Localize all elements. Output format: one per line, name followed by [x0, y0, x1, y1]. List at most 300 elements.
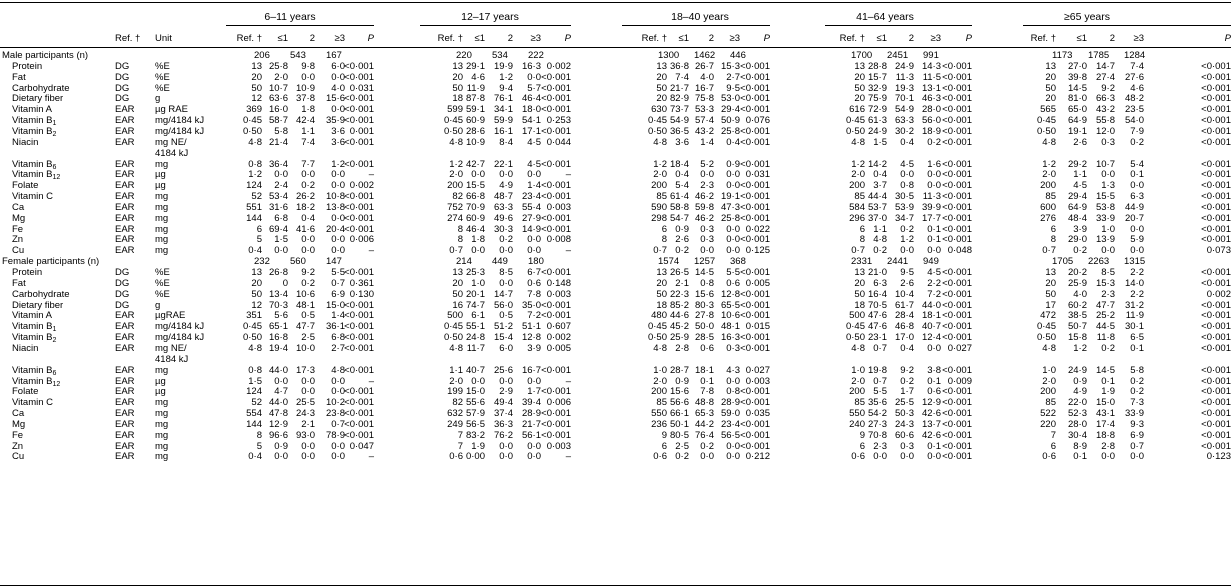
table-cell: 6 [1050, 440, 1056, 452]
table-cell: 24·3 [295, 408, 315, 420]
nutrient-label: Niacin [12, 342, 39, 354]
table-cell: 1·9 [1101, 386, 1115, 398]
table-cell: 63·3 [894, 115, 914, 127]
table-cell: 11·8 [1096, 332, 1115, 344]
column-header: Ref. † [839, 33, 865, 44]
table-cell: 70·3 [268, 299, 288, 311]
table-cell: 0·3 [700, 223, 714, 235]
table-cell: 4·5 [527, 158, 541, 170]
unit-label: mg [155, 429, 169, 441]
table-cell: <0·001 [344, 212, 374, 224]
table-cell: 50·7 [1067, 321, 1087, 333]
table-cell: 4·8 [873, 234, 887, 246]
table-cell: <0·001 [344, 267, 374, 278]
table-cell: <0·001 [344, 158, 374, 170]
table-cell: 26·8 [268, 267, 288, 278]
table-cell: 20 [1045, 71, 1056, 83]
table-cell: 0·9 [274, 440, 288, 452]
table-cell: 0·253 [546, 115, 571, 127]
table-cell: 12·9 [921, 397, 941, 409]
table-cell: 25·8 [720, 125, 740, 137]
table-cell: 6 [1050, 223, 1056, 235]
table-cell: – [565, 169, 571, 181]
table-cell: 1·9 [471, 440, 485, 452]
table-cell: 21·7 [669, 82, 689, 94]
table-cell: 0·1 [1073, 451, 1087, 463]
table-cell: 15·6 [669, 386, 689, 398]
table-cell: 5·4 [675, 180, 689, 192]
table-cell: 0·0 [331, 375, 345, 387]
table-cell: 0·7 [653, 245, 667, 257]
table-cell: 1·5 [873, 136, 887, 148]
table-cell: 0·0 [471, 169, 485, 181]
table-cell: <0·001 [740, 60, 770, 72]
nutrient-label: Folate [12, 180, 39, 192]
table-cell: 50 [854, 288, 865, 300]
table-cell: <0·001 [541, 418, 571, 430]
nutrient-subscript: 1 [52, 120, 57, 128]
table-cell: 12·8 [720, 288, 740, 300]
table-cell: 522 [1040, 408, 1056, 420]
table-cell: 16·3 [720, 332, 740, 344]
table-cell: 1·2 [331, 158, 345, 170]
table-cell: 7 [1050, 429, 1056, 441]
table-cell: 13 [452, 267, 463, 278]
table-cell: 0·0 [527, 169, 541, 181]
sample-size: 1700 [851, 50, 873, 61]
table-cell: 48·7 [493, 191, 513, 203]
age-group-header: 12–17 years [461, 11, 519, 23]
table-cell: 13·4 [268, 288, 288, 300]
table-cell: 76·1 [493, 93, 513, 105]
table-cell: 20 [452, 71, 463, 83]
table-cell: 50·9 [720, 115, 740, 127]
table-cell: 17·3 [295, 364, 315, 376]
table-cell: 144 [246, 418, 262, 430]
table-cell: 7·2 [927, 288, 941, 300]
table-cell: 0·7 [331, 418, 345, 430]
table-cell: 29·1 [465, 60, 485, 72]
table-cell: 53·7 [867, 201, 887, 213]
unit-label: mg/4184 kJ [155, 115, 205, 127]
table-cell: 0·148 [546, 277, 571, 289]
table-cell: 9·5 [726, 82, 740, 94]
table-cell: 50 [656, 82, 667, 94]
table-cell: 0·50 [242, 125, 262, 137]
table-cell: 0·50 [443, 332, 463, 344]
table-cell: 18·0 [521, 104, 541, 116]
table-cell: 500 [849, 310, 865, 322]
table-cell: 13·1 [921, 82, 941, 94]
table-cell: 14·0 [1124, 277, 1144, 289]
table-cell: 37·4 [493, 408, 513, 420]
nutrient-name [12, 61, 42, 72]
table-cell: 0·00 [465, 451, 485, 463]
table-cell: 0·50 [845, 332, 865, 344]
table-cell: <0·001 [942, 125, 972, 137]
table-cell: <0·001 [1201, 104, 1231, 116]
nutrient-name [12, 126, 56, 137]
table-cell: 4·8 [449, 342, 463, 354]
table-cell: 18 [854, 299, 865, 311]
sample-size: 991 [923, 50, 939, 61]
table-cell: 20·4 [325, 223, 345, 235]
table-cell: 85 [854, 191, 865, 203]
table-cell: 0·0 [527, 375, 541, 387]
unit-label: mg [155, 245, 169, 257]
table-cell: 1·0 [851, 364, 865, 376]
table-cell: 616 [849, 104, 865, 116]
reference-type: EAR [115, 212, 135, 224]
table-cell: 9·8 [301, 60, 315, 72]
table-cell: <0·001 [541, 310, 571, 322]
table-cell: 0·1 [927, 375, 941, 387]
table-cell: 44·9 [1124, 201, 1144, 213]
table-cell: 0·003 [546, 201, 571, 213]
table-cell: <0·001 [1201, 397, 1231, 409]
table-cell: 75·8 [694, 93, 714, 105]
table-cell: 48·4 [1067, 212, 1087, 224]
table-cell: 590 [651, 201, 667, 213]
table-cell: 7·9 [1130, 125, 1144, 137]
table-cell: 15·6 [694, 288, 714, 300]
table-cell: 59·8 [694, 201, 714, 213]
column-header: P [564, 33, 571, 44]
table-cell: 9·3 [1130, 418, 1144, 430]
table-cell: 0·0 [700, 451, 714, 463]
table-cell: 0·0 [726, 180, 740, 192]
table-cell: 15·4 [493, 332, 513, 344]
table-cell: <0·001 [942, 408, 972, 420]
table-cell: <0·001 [344, 321, 374, 333]
table-cell: – [368, 169, 374, 181]
table-cell: 0·45 [647, 115, 667, 127]
sample-size: 232 [254, 256, 270, 268]
table-cell: 13 [452, 60, 463, 72]
table-cell: 66·8 [465, 191, 485, 203]
table-cell: 2·3 [1101, 288, 1115, 300]
table-cell: 5·4 [1130, 158, 1144, 170]
table-cell: 0·0 [1130, 180, 1144, 192]
reference-type: EAR [115, 310, 135, 322]
table-cell: 52 [251, 397, 262, 409]
table-cell: 14·5 [1095, 364, 1115, 376]
nutrient-name [12, 115, 56, 126]
unit-label: mg [155, 408, 169, 420]
table-cell: 10·6 [720, 310, 740, 322]
table-cell: 1·4 [331, 310, 345, 322]
table-cell: 18·1 [921, 310, 941, 322]
sample-size: 1574 [658, 256, 680, 268]
table-cell: 0·006 [546, 397, 571, 409]
table-cell: 12 [251, 299, 262, 311]
table-cell: 0·0 [331, 440, 345, 452]
sample-size: 1284 [1124, 50, 1146, 61]
table-cell: 50 [251, 288, 262, 300]
table-cell: 12·8 [521, 332, 541, 344]
table-cell: 0·2 [301, 277, 315, 289]
table-cell: 19·3 [894, 82, 914, 94]
table-cell: 124 [246, 180, 262, 192]
nutrient-label: Carbohydrate [12, 288, 70, 300]
table-cell: 0·0 [274, 375, 288, 387]
table-cell: <0·001 [1201, 310, 1231, 322]
table-cell: 0·0 [927, 245, 941, 257]
nutrient-name [12, 213, 25, 224]
table-cell: 22·1 [493, 158, 513, 170]
column-header: P [1224, 33, 1231, 44]
table-cell: 0·006 [349, 234, 374, 246]
table-cell: 0·0 [331, 212, 345, 224]
table-cell: <0·001 [942, 158, 972, 170]
table-cell: 0·4 [873, 169, 887, 181]
table-cell: 59·9 [493, 115, 513, 127]
table-cell: 1·7 [527, 386, 541, 398]
table-cell: 36·3 [493, 418, 513, 430]
sample-size: 1315 [1124, 256, 1146, 268]
table-cell: 0·6 [726, 277, 740, 289]
table-cell: <0·001 [740, 180, 770, 192]
table-cell: 0·0 [900, 451, 914, 463]
table-cell: 17 [1045, 299, 1056, 311]
table-cell: 6 [859, 440, 865, 452]
table-cell: <0·001 [1201, 71, 1231, 83]
table-cell: 2·2 [927, 277, 941, 289]
table-cell: 7·7 [301, 158, 315, 170]
table-cell: 0·002 [546, 60, 571, 72]
table-cell: 0·50 [845, 125, 865, 137]
table-cell: <0·001 [740, 310, 770, 322]
table-cell: 0·1 [927, 223, 941, 235]
table-cell: 85 [1045, 397, 1056, 409]
table-cell: 7 [457, 429, 463, 441]
table-cell: 0·212 [745, 451, 770, 463]
table-cell: 16·4 [867, 288, 887, 300]
nutrient-name [12, 159, 56, 170]
table-cell: 9 [859, 429, 865, 441]
table-cell: 35·9 [325, 115, 345, 127]
table-cell: 18·8 [1095, 429, 1115, 441]
table-cell: 23·8 [325, 408, 345, 420]
table-cell: 0·035 [745, 408, 770, 420]
table-cell: 24·3 [894, 418, 914, 430]
table-cell: <0·001 [942, 397, 972, 409]
table-cell: 39·4 [521, 397, 541, 409]
table-cell: 7·4 [1130, 60, 1144, 72]
table-cell: 6·7 [527, 267, 541, 278]
reference-type: DG [115, 71, 130, 83]
table-cell: 1·5 [274, 234, 288, 246]
table-cell: <0·001 [740, 158, 770, 170]
table-cell: 0·45 [1036, 115, 1056, 127]
table-cell: 29·4 [720, 104, 740, 116]
table-cell: 52·3 [1067, 408, 1087, 420]
table-cell: 8 [256, 429, 262, 441]
table-cell: 0·027 [745, 364, 770, 376]
table-cell: 85·2 [669, 299, 689, 311]
table-cell: <0·001 [541, 429, 571, 441]
table-cell: <0·001 [344, 408, 374, 420]
table-cell: 565 [1040, 104, 1056, 116]
table-cell: 21·0 [867, 267, 887, 278]
table-cell: 16·8 [268, 332, 288, 344]
table-cell: 28·8 [867, 60, 887, 72]
table-cell: 65·1 [268, 321, 288, 333]
table-cell: 1·1 [873, 223, 887, 235]
nutrient-name [12, 234, 23, 245]
column-header: 2 [507, 33, 513, 44]
table-cell: 15·0 [1095, 397, 1115, 409]
table-cell: 3·6 [331, 136, 345, 148]
table-cell: 0·0 [900, 169, 914, 181]
reference-type: EAR [115, 234, 135, 246]
table-cell: 11·9 [466, 82, 485, 94]
table-cell: 0·6 [449, 451, 463, 463]
table-cell: <0·001 [1201, 180, 1231, 192]
table-cell: 64·9 [1067, 201, 1087, 213]
table-cell: 0·50 [647, 125, 667, 137]
nutrient-name [12, 332, 56, 343]
sample-size: 1705 [1052, 256, 1074, 268]
table-cell: 54·0 [1124, 115, 1144, 127]
table-cell: <0·001 [740, 332, 770, 344]
table-cell: 23·4 [720, 418, 740, 430]
table-cell: <0·001 [344, 364, 374, 376]
table-cell: 0·6 [1042, 451, 1056, 463]
table-cell: <0·001 [541, 71, 571, 83]
unit-label: mg [155, 451, 169, 463]
table-cell: 25·9 [669, 332, 689, 344]
nutrient-name [12, 310, 52, 321]
table-cell: 8 [457, 223, 463, 235]
table-cell: 36·8 [669, 60, 689, 72]
table-cell: – [565, 451, 571, 463]
table-cell: <0·001 [942, 332, 972, 344]
table-cell: 6·0 [499, 342, 513, 354]
table-cell: 0·1 [927, 234, 941, 246]
table-cell: 0·0 [499, 451, 513, 463]
nutrient-name [12, 430, 23, 441]
table-cell: 7·8 [700, 386, 714, 398]
table-cell: <0·001 [541, 158, 571, 170]
reference-type: EAR [115, 115, 135, 127]
table-cell: 0·0 [301, 71, 315, 83]
table-cell: 25·8 [268, 60, 288, 72]
table-cell: 13 [251, 267, 262, 278]
table-cell: 13 [854, 60, 865, 72]
table-cell: 15·5 [1095, 191, 1115, 203]
table-cell: 72·9 [867, 104, 887, 116]
table-cell: 0·003 [546, 288, 571, 300]
table-cell: 20 [452, 277, 463, 289]
table-cell: <0·001 [942, 104, 972, 116]
table-cell: 2·0 [653, 375, 667, 387]
table-cell: 3·9 [1073, 223, 1087, 235]
table-cell: 17·0 [894, 332, 914, 344]
table-cell: 24·9 [1067, 364, 1087, 376]
table-cell: 0·8 [248, 364, 262, 376]
table-cell: 0·45 [647, 321, 667, 333]
table-cell: 0·361 [349, 277, 374, 289]
table-cell: 4·8 [1042, 342, 1056, 354]
table-cell: 59·0 [720, 408, 740, 420]
table-cell: <0·001 [1201, 386, 1231, 398]
table-cell: 0·0 [499, 440, 513, 452]
table-cell: 29·2 [1067, 158, 1087, 170]
table-cell: 43·2 [1095, 104, 1115, 116]
table-cell: 53·4 [268, 191, 288, 203]
table-cell: 1·1 [1073, 169, 1087, 181]
nutrient-label: Ca [12, 201, 25, 213]
table-cell: 28·6 [465, 125, 485, 137]
table-cell: <0·001 [1201, 125, 1231, 137]
column-header: Ref. † [437, 33, 463, 44]
table-cell: 4·6 [1130, 82, 1144, 94]
table-cell: 18·2 [295, 201, 315, 213]
table-cell: <0·001 [344, 332, 374, 344]
section-title: Female participants (n) [2, 256, 100, 268]
table-cell: 65·5 [720, 299, 740, 311]
reference-type: DG [115, 267, 130, 278]
table-cell: 5·5 [873, 386, 887, 398]
table-cell: 0·0 [331, 180, 345, 192]
table-cell: 28·7 [669, 364, 689, 376]
unit-label-continued: 4184 kJ [155, 147, 189, 159]
sample-size: 206 [254, 50, 270, 61]
unit-label: mg [155, 223, 169, 235]
table-cell: 85 [1045, 191, 1056, 203]
table-cell: 2·0 [1042, 375, 1056, 387]
table-cell: 25·5 [295, 397, 315, 409]
table-cell: 0·50 [1036, 332, 1056, 344]
table-cell: <0·001 [1201, 158, 1231, 170]
table-cell: <0·001 [1201, 408, 1231, 420]
table-cell: 1·3 [1101, 180, 1115, 192]
table-cell: 0·45 [242, 115, 262, 127]
table-cell: 0·9 [1073, 375, 1087, 387]
column-header: 2 [708, 33, 714, 44]
table-cell: 10·9 [465, 136, 485, 148]
table-cell: 36·5 [669, 125, 689, 137]
table-cell: 40·7 [465, 364, 485, 376]
nutrient-name [12, 289, 70, 300]
unit-label: mg [155, 397, 169, 409]
table-cell: 2·6 [900, 277, 914, 289]
table-cell: 4·5 [1073, 180, 1087, 192]
table-cell: <0·001 [942, 60, 972, 72]
reference-type: DG [115, 82, 130, 94]
table-cell: 44·0 [268, 364, 288, 376]
table-cell: 85 [854, 397, 865, 409]
table-cell: 10·7 [268, 82, 288, 94]
table-cell: 480 [651, 310, 667, 322]
table-cell: 4·0 [1073, 288, 1087, 300]
table-cell: 274 [447, 212, 463, 224]
table-cell: 47·7 [295, 321, 315, 333]
table-cell: 37·0 [867, 212, 887, 224]
table-cell: 11·3 [895, 71, 914, 83]
group-rule-4 [825, 25, 972, 26]
table-cell: <0·001 [541, 386, 571, 398]
table-cell: 0·0 [927, 169, 941, 181]
table-cell: 0·2 [900, 223, 914, 235]
table-cell: 0·0 [274, 245, 288, 257]
table-cell: <0·001 [942, 180, 972, 192]
table-cell: <0·001 [344, 223, 374, 235]
table-cell: 0·0 [1130, 223, 1144, 235]
table-cell: 1·2 [248, 169, 262, 181]
table-cell: 0·7 [851, 245, 865, 257]
